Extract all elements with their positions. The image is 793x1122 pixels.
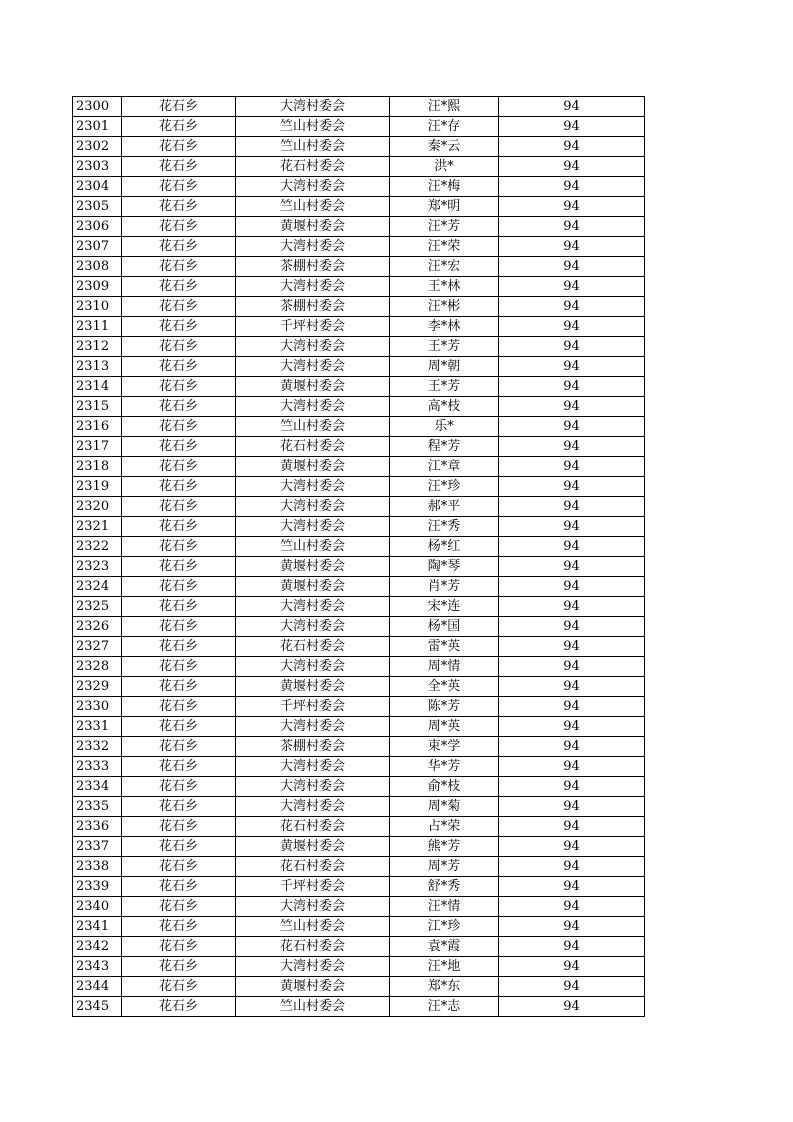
cell-amount: 94 [499, 777, 645, 797]
cell-name: 俞*枝 [390, 777, 499, 797]
cell-name: 汪*芳 [390, 217, 499, 237]
cell-amount: 94 [499, 297, 645, 317]
cell-town: 花石乡 [122, 477, 236, 497]
cell-amount: 94 [499, 217, 645, 237]
cell-village: 花石村委会 [236, 937, 390, 957]
cell-village: 大湾村委会 [236, 717, 390, 737]
table-row [73, 797, 645, 817]
table-row [73, 757, 645, 777]
cell-id: 2337 [73, 837, 122, 857]
cell-town: 花石乡 [122, 297, 236, 317]
cell-amount: 94 [499, 237, 645, 257]
cell-village: 竺山村委会 [236, 137, 390, 157]
cell-amount: 94 [499, 397, 645, 417]
table-row [73, 557, 645, 577]
cell-amount: 94 [499, 197, 645, 217]
cell-amount: 94 [499, 317, 645, 337]
cell-town: 花石乡 [122, 177, 236, 197]
cell-amount: 94 [499, 177, 645, 197]
cell-village: 大湾村委会 [236, 757, 390, 777]
cell-id: 2311 [73, 317, 122, 337]
table-row [73, 857, 645, 877]
cell-town: 花石乡 [122, 417, 236, 437]
cell-town: 花石乡 [122, 497, 236, 517]
cell-id: 2343 [73, 957, 122, 977]
cell-id: 2318 [73, 457, 122, 477]
cell-town: 花石乡 [122, 537, 236, 557]
table-row [73, 437, 645, 457]
cell-name: 汪*地 [390, 957, 499, 977]
table-row [73, 597, 645, 617]
table-row [73, 837, 645, 857]
cell-village: 花石村委会 [236, 857, 390, 877]
cell-name: 周*菊 [390, 797, 499, 817]
cell-village: 大湾村委会 [236, 177, 390, 197]
table-row [73, 97, 645, 117]
cell-id: 2307 [73, 237, 122, 257]
cell-id: 2322 [73, 537, 122, 557]
cell-town: 花石乡 [122, 697, 236, 717]
table-row [73, 417, 645, 437]
table-row [73, 457, 645, 477]
cell-amount: 94 [499, 617, 645, 637]
cell-amount: 94 [499, 937, 645, 957]
table-row [73, 277, 645, 297]
cell-village: 竺山村委会 [236, 917, 390, 937]
cell-id: 2338 [73, 857, 122, 877]
cell-amount: 94 [499, 837, 645, 857]
cell-amount: 94 [499, 857, 645, 877]
cell-name: 江*章 [390, 457, 499, 477]
cell-village: 大湾村委会 [236, 597, 390, 617]
cell-id: 2312 [73, 337, 122, 357]
cell-amount: 94 [499, 337, 645, 357]
cell-name: 王*芳 [390, 377, 499, 397]
cell-town: 花石乡 [122, 357, 236, 377]
cell-name: 汪*志 [390, 997, 499, 1017]
cell-name: 全*英 [390, 677, 499, 697]
table-row [73, 577, 645, 597]
cell-amount: 94 [499, 877, 645, 897]
cell-name: 周*芳 [390, 857, 499, 877]
cell-id: 2339 [73, 877, 122, 897]
cell-name: 杨*国 [390, 617, 499, 637]
cell-town: 花石乡 [122, 597, 236, 617]
cell-town: 花石乡 [122, 857, 236, 877]
cell-id: 2332 [73, 737, 122, 757]
cell-id: 2329 [73, 677, 122, 697]
cell-amount: 94 [499, 477, 645, 497]
cell-village: 大湾村委会 [236, 897, 390, 917]
cell-village: 千坪村委会 [236, 697, 390, 717]
cell-village: 竺山村委会 [236, 197, 390, 217]
cell-village: 大湾村委会 [236, 517, 390, 537]
cell-name: 汪*荣 [390, 237, 499, 257]
cell-name: 秦*云 [390, 137, 499, 157]
cell-name: 李*林 [390, 317, 499, 337]
cell-id: 2300 [73, 97, 122, 117]
cell-id: 2345 [73, 997, 122, 1017]
cell-town: 花石乡 [122, 957, 236, 977]
cell-town: 花石乡 [122, 757, 236, 777]
cell-id: 2306 [73, 217, 122, 237]
table-row [73, 777, 645, 797]
cell-name: 洪* [390, 157, 499, 177]
cell-town: 花石乡 [122, 917, 236, 937]
table-row [73, 137, 645, 157]
cell-name: 占*荣 [390, 817, 499, 837]
cell-id: 2320 [73, 497, 122, 517]
table-row [73, 897, 645, 917]
cell-town: 花石乡 [122, 657, 236, 677]
cell-village: 大湾村委会 [236, 477, 390, 497]
cell-amount: 94 [499, 137, 645, 157]
cell-town: 花石乡 [122, 617, 236, 637]
cell-town: 花石乡 [122, 437, 236, 457]
cell-village: 茶棚村委会 [236, 257, 390, 277]
cell-id: 2326 [73, 617, 122, 637]
cell-id: 2319 [73, 477, 122, 497]
cell-amount: 94 [499, 997, 645, 1017]
table-row [73, 297, 645, 317]
table-row [73, 237, 645, 257]
cell-town: 花石乡 [122, 197, 236, 217]
cell-village: 黄堰村委会 [236, 977, 390, 997]
cell-town: 花石乡 [122, 337, 236, 357]
cell-name: 汪*情 [390, 897, 499, 917]
cell-id: 2321 [73, 517, 122, 537]
cell-name: 华*芳 [390, 757, 499, 777]
cell-amount: 94 [499, 377, 645, 397]
cell-id: 2316 [73, 417, 122, 437]
cell-amount: 94 [499, 717, 645, 737]
cell-name: 汪*梅 [390, 177, 499, 197]
cell-name: 江*珍 [390, 917, 499, 937]
cell-town: 花石乡 [122, 457, 236, 477]
cell-village: 竺山村委会 [236, 997, 390, 1017]
cell-amount: 94 [499, 637, 645, 657]
table-row [73, 377, 645, 397]
cell-amount: 94 [499, 257, 645, 277]
cell-amount: 94 [499, 97, 645, 117]
cell-town: 花石乡 [122, 677, 236, 697]
cell-id: 2341 [73, 917, 122, 937]
cell-id: 2301 [73, 117, 122, 137]
table-row [73, 677, 645, 697]
cell-amount: 94 [499, 357, 645, 377]
cell-id: 2342 [73, 937, 122, 957]
cell-id: 2340 [73, 897, 122, 917]
cell-village: 千坪村委会 [236, 317, 390, 337]
cell-name: 陶*琴 [390, 557, 499, 577]
cell-village: 黄堰村委会 [236, 457, 390, 477]
table-row [73, 937, 645, 957]
cell-id: 2305 [73, 197, 122, 217]
cell-name: 陈*芳 [390, 697, 499, 717]
cell-name: 王*林 [390, 277, 499, 297]
data-table [72, 96, 645, 1017]
cell-village: 花石村委会 [236, 437, 390, 457]
cell-id: 2333 [73, 757, 122, 777]
cell-village: 千坪村委会 [236, 877, 390, 897]
cell-id: 2336 [73, 817, 122, 837]
cell-town: 花石乡 [122, 797, 236, 817]
cell-name: 周*朝 [390, 357, 499, 377]
table-row [73, 477, 645, 497]
table-row [73, 317, 645, 337]
cell-village: 花石村委会 [236, 817, 390, 837]
cell-name: 乐* [390, 417, 499, 437]
cell-id: 2313 [73, 357, 122, 377]
cell-name: 宋*连 [390, 597, 499, 617]
table-row [73, 877, 645, 897]
table-row [73, 177, 645, 197]
cell-amount: 94 [499, 797, 645, 817]
cell-village: 大湾村委会 [236, 97, 390, 117]
table-row [73, 217, 645, 237]
cell-name: 汪*彬 [390, 297, 499, 317]
table-row [73, 917, 645, 937]
cell-id: 2302 [73, 137, 122, 157]
cell-amount: 94 [499, 677, 645, 697]
cell-name: 郝*平 [390, 497, 499, 517]
cell-amount: 94 [499, 577, 645, 597]
cell-amount: 94 [499, 917, 645, 937]
table-row [73, 657, 645, 677]
cell-id: 2304 [73, 177, 122, 197]
cell-village: 竺山村委会 [236, 537, 390, 557]
cell-amount: 94 [499, 437, 645, 457]
cell-village: 竺山村委会 [236, 117, 390, 137]
table-row [73, 957, 645, 977]
cell-amount: 94 [499, 597, 645, 617]
cell-name: 熊*芳 [390, 837, 499, 857]
cell-village: 大湾村委会 [236, 957, 390, 977]
cell-id: 2335 [73, 797, 122, 817]
cell-village: 茶棚村委会 [236, 737, 390, 757]
cell-name: 周*情 [390, 657, 499, 677]
cell-town: 花石乡 [122, 317, 236, 337]
cell-town: 花石乡 [122, 717, 236, 737]
cell-village: 花石村委会 [236, 157, 390, 177]
cell-amount: 94 [499, 957, 645, 977]
cell-name: 汪*熙 [390, 97, 499, 117]
cell-amount: 94 [499, 897, 645, 917]
table-row [73, 157, 645, 177]
cell-id: 2334 [73, 777, 122, 797]
cell-village: 黄堰村委会 [236, 577, 390, 597]
cell-amount: 94 [499, 537, 645, 557]
cell-town: 花石乡 [122, 277, 236, 297]
cell-town: 花石乡 [122, 517, 236, 537]
cell-village: 黄堰村委会 [236, 377, 390, 397]
table-row [73, 357, 645, 377]
cell-amount: 94 [499, 697, 645, 717]
cell-town: 花石乡 [122, 97, 236, 117]
cell-amount: 94 [499, 757, 645, 777]
cell-id: 2331 [73, 717, 122, 737]
cell-id: 2344 [73, 977, 122, 997]
cell-amount: 94 [499, 157, 645, 177]
cell-amount: 94 [499, 417, 645, 437]
table-row [73, 817, 645, 837]
cell-village: 黄堰村委会 [236, 557, 390, 577]
table-row [73, 337, 645, 357]
cell-amount: 94 [499, 977, 645, 997]
table-row [73, 977, 645, 997]
cell-name: 汪*存 [390, 117, 499, 137]
cell-town: 花石乡 [122, 217, 236, 237]
cell-id: 2324 [73, 577, 122, 597]
table-row [73, 717, 645, 737]
cell-village: 花石村委会 [236, 637, 390, 657]
cell-village: 黄堰村委会 [236, 837, 390, 857]
cell-amount: 94 [499, 657, 645, 677]
cell-amount: 94 [499, 737, 645, 757]
cell-town: 花石乡 [122, 237, 236, 257]
cell-village: 大湾村委会 [236, 277, 390, 297]
cell-amount: 94 [499, 817, 645, 837]
table-body [73, 97, 645, 1017]
table-row [73, 697, 645, 717]
cell-town: 花石乡 [122, 577, 236, 597]
cell-village: 茶棚村委会 [236, 297, 390, 317]
cell-village: 大湾村委会 [236, 497, 390, 517]
table-row [73, 257, 645, 277]
cell-town: 花石乡 [122, 997, 236, 1017]
cell-village: 大湾村委会 [236, 397, 390, 417]
cell-name: 王*芳 [390, 337, 499, 357]
cell-village: 黄堰村委会 [236, 677, 390, 697]
cell-name: 程*芳 [390, 437, 499, 457]
cell-town: 花石乡 [122, 737, 236, 757]
cell-town: 花石乡 [122, 777, 236, 797]
cell-name: 汪*秀 [390, 517, 499, 537]
cell-town: 花石乡 [122, 397, 236, 417]
cell-town: 花石乡 [122, 157, 236, 177]
cell-name: 袁*霞 [390, 937, 499, 957]
cell-name: 汪*宏 [390, 257, 499, 277]
cell-name: 汪*珍 [390, 477, 499, 497]
cell-village: 大湾村委会 [236, 777, 390, 797]
cell-town: 花石乡 [122, 937, 236, 957]
cell-village: 大湾村委会 [236, 357, 390, 377]
cell-town: 花石乡 [122, 877, 236, 897]
cell-village: 大湾村委会 [236, 797, 390, 817]
table-row [73, 537, 645, 557]
cell-town: 花石乡 [122, 137, 236, 157]
cell-name: 高*枝 [390, 397, 499, 417]
cell-id: 2323 [73, 557, 122, 577]
cell-village: 竺山村委会 [236, 417, 390, 437]
cell-town: 花石乡 [122, 117, 236, 137]
cell-name: 杨*红 [390, 537, 499, 557]
cell-id: 2314 [73, 377, 122, 397]
cell-town: 花石乡 [122, 257, 236, 277]
table-row [73, 517, 645, 537]
cell-town: 花石乡 [122, 837, 236, 857]
cell-town: 花石乡 [122, 377, 236, 397]
cell-amount: 94 [499, 277, 645, 297]
cell-name: 周*英 [390, 717, 499, 737]
cell-amount: 94 [499, 497, 645, 517]
table-row [73, 637, 645, 657]
cell-amount: 94 [499, 457, 645, 477]
cell-town: 花石乡 [122, 897, 236, 917]
cell-town: 花石乡 [122, 557, 236, 577]
cell-village: 大湾村委会 [236, 657, 390, 677]
table-row [73, 497, 645, 517]
table-row [73, 117, 645, 137]
cell-id: 2309 [73, 277, 122, 297]
cell-name: 肖*芳 [390, 577, 499, 597]
cell-town: 花石乡 [122, 637, 236, 657]
table-row [73, 397, 645, 417]
cell-amount: 94 [499, 557, 645, 577]
cell-village: 大湾村委会 [236, 337, 390, 357]
cell-village: 大湾村委会 [236, 617, 390, 637]
cell-id: 2325 [73, 597, 122, 617]
cell-name: 束*学 [390, 737, 499, 757]
cell-name: 舒*秀 [390, 877, 499, 897]
cell-id: 2303 [73, 157, 122, 177]
cell-village: 黄堰村委会 [236, 217, 390, 237]
cell-town: 花石乡 [122, 977, 236, 997]
cell-name: 雷*英 [390, 637, 499, 657]
cell-id: 2317 [73, 437, 122, 457]
cell-name: 郑*东 [390, 977, 499, 997]
cell-id: 2330 [73, 697, 122, 717]
cell-amount: 94 [499, 117, 645, 137]
cell-id: 2308 [73, 257, 122, 277]
table-row [73, 197, 645, 217]
cell-town: 花石乡 [122, 817, 236, 837]
cell-amount: 94 [499, 517, 645, 537]
table-row [73, 617, 645, 637]
table-row [73, 737, 645, 757]
cell-village: 大湾村委会 [236, 237, 390, 257]
cell-name: 郑*明 [390, 197, 499, 217]
cell-id: 2310 [73, 297, 122, 317]
cell-id: 2327 [73, 637, 122, 657]
cell-id: 2328 [73, 657, 122, 677]
table-row [73, 997, 645, 1017]
cell-id: 2315 [73, 397, 122, 417]
